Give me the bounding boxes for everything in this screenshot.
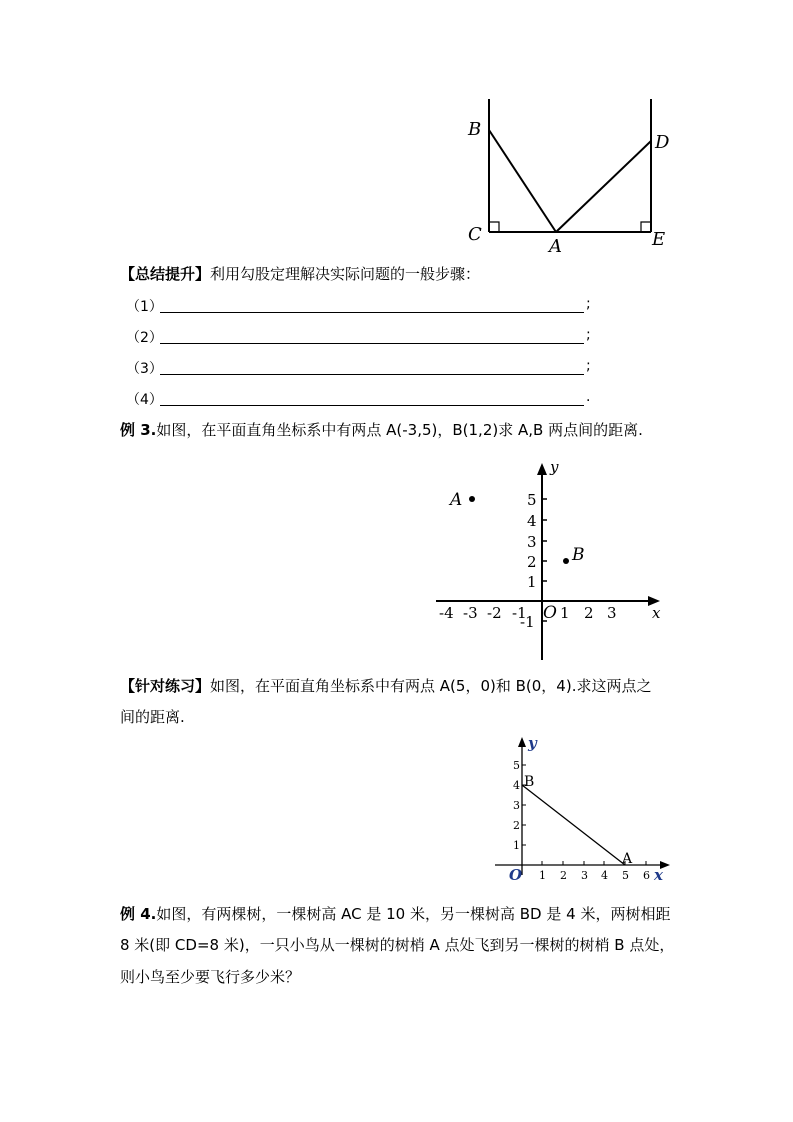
label-b: B [468, 119, 482, 140]
origin-label: O [543, 603, 557, 623]
x-tick-label: 2 [584, 604, 594, 622]
x-tick-label: -2 [487, 604, 502, 622]
y-tick-label: 5 [527, 491, 537, 509]
example3-label: 例 3. [120, 421, 157, 439]
step-end: . [586, 389, 591, 405]
y-tick-label: -1 [520, 613, 535, 631]
point-a-label: A [622, 851, 633, 867]
x-tick-label: 3 [581, 869, 588, 882]
y-tick-label: 5 [513, 759, 520, 772]
y-tick-label: 4 [513, 779, 520, 792]
x-tick-label: 3 [607, 604, 617, 622]
figure-coordinate-plane-1 [430, 455, 670, 665]
x-axis-label: x [654, 866, 663, 882]
step-blank[interactable] [160, 343, 584, 344]
practice-heading: 【针对练习】 [120, 677, 211, 695]
figure-coordinate-plane-2 [490, 732, 680, 882]
y-tick-label: 3 [527, 533, 537, 551]
step-blank[interactable] [160, 405, 584, 406]
example4-line-2 [120, 935, 674, 955]
summary-paragraph [120, 264, 480, 284]
label-e: E [652, 229, 666, 250]
x-tick-label: -4 [439, 604, 454, 622]
step-number: （3） [126, 361, 163, 377]
y-axis-arrow [518, 737, 526, 747]
x-tick-label: 4 [601, 869, 608, 882]
example4-line-3 [120, 967, 300, 987]
practice-line-1 [120, 676, 651, 696]
point-a [469, 496, 475, 502]
point-b-label: B [524, 774, 535, 790]
label-c: C [468, 224, 482, 245]
x-tick-label: 1 [560, 604, 570, 622]
origin-label: O [509, 866, 523, 882]
segment-ab [522, 785, 625, 865]
y-tick-label: 3 [513, 799, 520, 812]
x-tick-label: 5 [622, 869, 629, 882]
y-axis-label: y [550, 458, 559, 476]
x-tick-label: 1 [539, 869, 546, 882]
example3-paragraph [120, 420, 643, 440]
y-tick-label: 2 [513, 819, 520, 832]
example4-line-1 [120, 904, 670, 924]
step-number: （1） [126, 299, 163, 315]
label-a: A [549, 236, 562, 257]
example4-text-3: 则小鸟至少要飞行多少米？ [120, 968, 301, 986]
y-tick-label: 2 [527, 553, 537, 571]
right-angle-c [489, 222, 499, 232]
summary-heading: 【总结提升】 [120, 265, 211, 283]
example4-label: 例 4. [120, 905, 157, 923]
right-angle-e [641, 222, 651, 232]
point-a-label: A [450, 490, 463, 510]
example4-text-2: 8 米(即 CD=8 米)，一只小鸟从一棵树的树梢 A 点处飞到另一棵树的树梢 B 点处， [120, 936, 675, 954]
step-number: （4） [126, 392, 163, 408]
step-blank[interactable] [160, 312, 584, 313]
step-blank[interactable] [160, 374, 584, 375]
y-tick-label: 4 [527, 512, 537, 530]
label-d: D [655, 132, 670, 153]
example3-text: 如图，在平面直角坐标系中有两点 A(-3,5)，B(1,2)求 A,B 两点间的距离. [156, 421, 643, 439]
y-axis-label: y [528, 734, 537, 752]
x-tick-label: 6 [643, 869, 650, 882]
y-tick-label: 1 [513, 839, 520, 852]
segment-ba [489, 130, 556, 232]
y-tick-label: 1 [527, 573, 537, 591]
x-axis-label: x [652, 604, 661, 622]
step-end: ; [586, 358, 591, 374]
step-end: ; [586, 296, 591, 312]
example4-text-1: 如图，有两棵树，一棵树高 AC 是 10 米，另一棵树高 BD 是 4 米，两树相距 [156, 905, 671, 923]
practice-text-2: 间的距离. [120, 708, 185, 726]
step-number: （2） [126, 330, 163, 346]
step-end: ; [586, 327, 591, 343]
summary-text: 利用勾股定理解决实际问题的一般步骤： [210, 265, 481, 283]
y-axis-arrow [537, 463, 547, 475]
practice-text-1: 如图，在平面直角坐标系中有两点 A(5，0)和 B(0，4).求这两点之 [210, 677, 652, 695]
figure-poles [460, 95, 690, 260]
x-tick-label: -1 [512, 604, 527, 622]
segment-ad [556, 141, 651, 232]
x-tick-label: -3 [463, 604, 478, 622]
point-b-label: B [572, 545, 585, 565]
practice-line-2 [120, 707, 185, 727]
point-b [563, 558, 569, 564]
x-tick-label: 2 [560, 869, 567, 882]
